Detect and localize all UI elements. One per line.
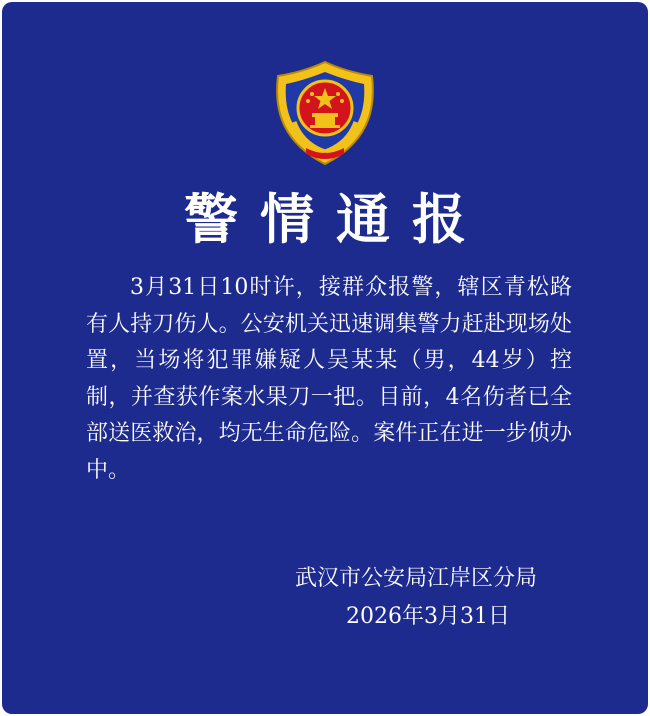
notice-title: 警情通报 [184, 188, 488, 251]
issuer-name: 武汉市公安局江岸区分局 [295, 566, 538, 591]
notice-body: 3月31日10时许，接群众报警，辖区青松路有人持刀伤人。公安机关迅速调集警力赶赴现场处置，当场将犯罪嫌疑人吴某某（男，44岁）控制，并查获作案水果刀一把。目前，4名伤者已全部送医救治，均无生命危险。案件正在进一步侦办中。 [86, 275, 572, 483]
notice-card [2, 2, 648, 714]
police-emblem-icon [272, 60, 378, 168]
issue-date: 2026年3月31日 [346, 604, 510, 629]
